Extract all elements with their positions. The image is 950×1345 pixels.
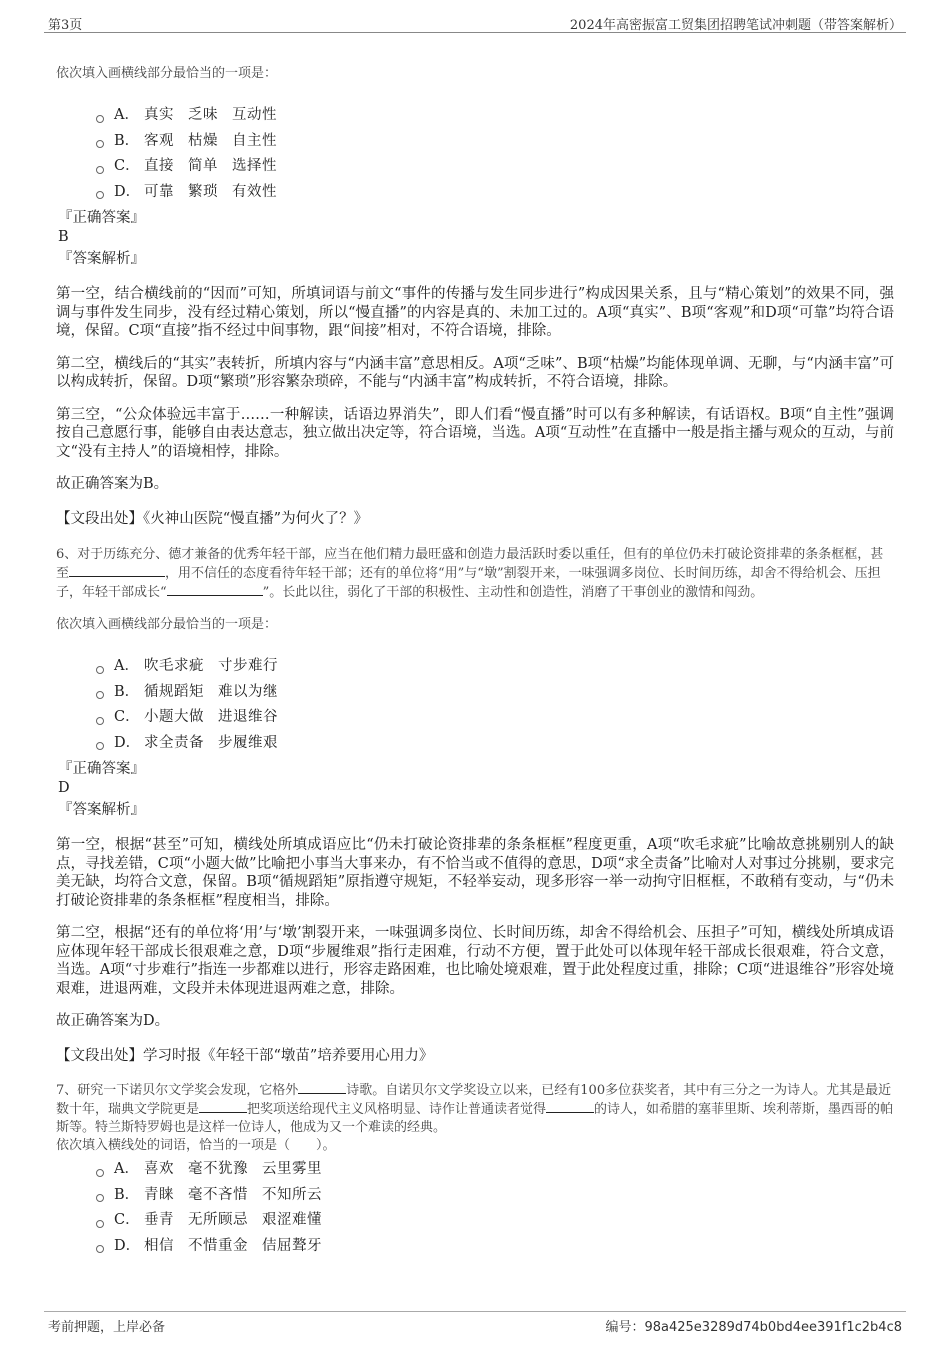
q6-source: 【文段出处】学习时报《年轻干部“墩苗”培养要用心用力》 bbox=[56, 1047, 434, 1064]
q6-stem-part-3: ”。长此以往，弱化了干部的积极性、主动性和创造性，消磨了干事创业的激情和闯劲。 bbox=[262, 585, 764, 600]
option-word: 客观 bbox=[144, 132, 174, 149]
q7-stem-part-4: 的诗人，如希腊的塞菲里斯、埃利蒂斯，墨西哥的帕斯等。特兰斯特罗姆也是这样一位诗人，他成为又一个难读的经典。 bbox=[56, 1102, 894, 1135]
q7-options bbox=[96, 1157, 894, 1259]
q5-analysis-2: 第二空，横线后的“其实”表转折，所填内容与“内涵丰富”意思相反。A项“乏味”、B项“枯燥”均能体现单调、无聊，与“内涵丰富”可以构成转折，保留。D项“繁琐”形容繁杂琐碎，不能与“内涵丰富”构成转折，不符合语境，排除。 bbox=[56, 355, 894, 390]
option-word: 枯燥 bbox=[188, 132, 218, 149]
option-letter: D． bbox=[114, 1237, 141, 1254]
q6-answer-label: 『正确答案』 bbox=[58, 761, 145, 777]
option-q5-2[interactable] bbox=[96, 154, 894, 180]
q6-conclusion: 故正确答案为D。 bbox=[56, 1013, 170, 1029]
option-letter: C． bbox=[114, 1212, 140, 1228]
option-q7-2[interactable] bbox=[96, 1208, 894, 1234]
option-q6-2[interactable] bbox=[96, 705, 894, 731]
option-word: 佶屈聱牙 bbox=[262, 1237, 322, 1254]
option-word: 自主性 bbox=[232, 132, 277, 149]
radio-button[interactable] bbox=[96, 191, 104, 199]
option-text bbox=[144, 731, 278, 757]
page-number: 第3页 bbox=[48, 18, 83, 33]
option-letter: A． bbox=[114, 1161, 139, 1177]
option-letter: D． bbox=[114, 183, 141, 200]
option-text bbox=[144, 1208, 322, 1234]
option-text bbox=[144, 680, 278, 706]
radio-button[interactable] bbox=[96, 1169, 104, 1177]
option-word: 垂青 bbox=[144, 1212, 174, 1228]
document-code bbox=[605, 1316, 902, 1335]
q7-stem-part-1: 7、研究一下诺贝尔文学奖会发现，它格外 bbox=[56, 1083, 299, 1098]
option-word: 吹毛求疵 bbox=[144, 658, 204, 674]
option-word: 寸步难行 bbox=[218, 658, 278, 674]
option-word: 循规蹈矩 bbox=[144, 683, 204, 700]
blank-line bbox=[199, 1100, 247, 1113]
option-word: 小题大做 bbox=[144, 709, 204, 725]
q5-analysis-1: 第一空，结合横线前的“因而”可知，所填词语与前文“事件的传播与发生同步进行”构成因果关系，且与“精心策划”的效果不同，强调与事件发生同步，没有经过精心策划，所以“慢直播”的内容是真的、未加工过的。A项“真实”、B项“客观”和D项“可靠”均符合语境，保留。C项“直接”指不经过中间事物，跟“间接”相对，不符合语境，排除。 bbox=[56, 286, 894, 339]
document-code-value: 98a425e3289d74b0bd4ee391f1c2b4c8 bbox=[644, 1320, 902, 1335]
radio-button[interactable] bbox=[96, 1220, 104, 1228]
q5-instruction: 依次填入画横线部分最恰当的一项是： bbox=[56, 66, 278, 81]
option-word: 进退维谷 bbox=[218, 709, 278, 725]
option-q7-1[interactable] bbox=[96, 1183, 894, 1209]
page-header bbox=[44, 12, 906, 33]
option-letter: A． bbox=[114, 658, 139, 674]
q5-answer: B bbox=[58, 229, 69, 245]
option-word: 云里雾里 bbox=[262, 1161, 322, 1177]
q5-analysis-3: 第三空，“公众体验远丰富于……一种解读，话语边界消失”，即人们看“慢直播”时可以有多种解读，有话语权。B项“自主性”强调按自己意愿行事，能够自由表达意志，独立做出决定等，符合语境，当选。A项“互动性”在直播中一般是指主播与观众的互动，与前文“没有主持人”的语境相悖，排除。 bbox=[56, 406, 894, 460]
option-word: 有效性 bbox=[232, 183, 277, 200]
option-word: 相信 bbox=[144, 1237, 174, 1254]
option-word: 青睐 bbox=[144, 1186, 174, 1203]
option-q6-1[interactable] bbox=[96, 680, 894, 706]
option-letter: A． bbox=[114, 107, 139, 123]
option-text bbox=[144, 154, 277, 180]
q5-answer-label: 『正确答案』 bbox=[58, 210, 145, 226]
option-text bbox=[144, 129, 277, 155]
option-q7-0[interactable] bbox=[96, 1157, 894, 1183]
q7-instruction: 依次填入横线处的词语，恰当的一项是（ ）。 bbox=[56, 1138, 336, 1153]
footer-slogan: 考前押题，上岸必备 bbox=[48, 1320, 166, 1335]
option-text bbox=[144, 705, 278, 731]
q6-stem-part-1: 6、对于历练充分、德才兼备的优秀年轻干部，应当在他们精力最旺盛和创造力最活跃时委以重任，但有的单位仍未打破论资排辈的条条框框，甚至 bbox=[56, 547, 884, 581]
q6-answer: D bbox=[58, 780, 70, 796]
q6-analysis-2: 第二空，根据“还有的单位将‘用’与‘墩’割裂开来，一味强调多岗位、长时间历练，却舍不得给机会、压担子”可知，横线处所填成语应体现年轻干部成长很艰难之意，D项“步履维艰”指行走困难，行动不方便，置于此处可以体现年轻干部成长很艰难，符合文意，当选。A项“寸步难行”指连一步都难以进行，形容走路困难，也比喻处境艰难，置于此处程度过重，排除；C项“进退维谷”形容处境艰难，进退两难，文段并未体现进退两难之意，排除。 bbox=[56, 925, 894, 997]
option-word: 求全责备 bbox=[144, 734, 204, 751]
option-word: 无所顾忌 bbox=[188, 1212, 248, 1228]
option-word: 真实 bbox=[144, 107, 174, 123]
option-word: 毫不吝惜 bbox=[188, 1186, 248, 1203]
option-q5-0[interactable] bbox=[96, 103, 894, 129]
blank-line bbox=[298, 1081, 346, 1094]
document-body bbox=[56, 40, 894, 1259]
option-word: 互动性 bbox=[232, 107, 277, 123]
radio-button[interactable] bbox=[96, 742, 104, 750]
option-word: 乏味 bbox=[188, 107, 218, 123]
option-text bbox=[144, 1183, 322, 1209]
page-footer bbox=[44, 1311, 906, 1334]
q7-stem-part-2: 诗歌。自诺贝尔文学奖设立以来，已经有100多位获奖者，其中有三分之一为诗人。尤其是最近数十年，瑞典文学院更是 bbox=[56, 1083, 892, 1117]
blank-line bbox=[69, 564, 165, 577]
radio-button[interactable] bbox=[96, 140, 104, 148]
radio-button[interactable] bbox=[96, 1194, 104, 1202]
option-word: 不知所云 bbox=[262, 1186, 322, 1203]
option-word: 繁琐 bbox=[188, 183, 218, 200]
option-letter: D． bbox=[114, 734, 141, 751]
q5-source: 【文段出处】《火神山医院“慢直播”为何火了？》 bbox=[56, 510, 369, 527]
option-letter: C． bbox=[114, 158, 140, 174]
radio-button[interactable] bbox=[96, 166, 104, 174]
option-q6-3[interactable] bbox=[96, 731, 894, 757]
q6-stem bbox=[56, 546, 894, 602]
q5-options bbox=[96, 103, 894, 205]
q7-stem bbox=[56, 1081, 894, 1137]
q5-analysis-label: 『答案解析』 bbox=[58, 251, 145, 267]
document-title: 2024年高密振富工贸集团招聘笔试冲刺题（带答案解析） bbox=[569, 18, 902, 33]
option-q6-0[interactable] bbox=[96, 654, 894, 680]
option-word: 艰涩难懂 bbox=[262, 1212, 322, 1228]
q6-analysis-1: 第一空，根据“甚至”可知，横线处所填成语应比“仍未打破论资排辈的条条框框”程度更重，A项“吹毛求疵”比喻故意挑剔别人的缺点，寻找差错，C项“小题大做”比喻把小事当大事来办，有不恰当或不值得的意思，D项“求全责备”比喻对人对事过分挑剔，要求完美无缺，均符合文意，保留。B项“循规蹈矩”原指遵守规矩，不轻举妄动，现多形容一举一动拘守旧框框，不敢稍有变动，与“仍未打破论资排辈的条条框框”程度相当，排除。 bbox=[56, 837, 894, 909]
option-letter: B． bbox=[114, 1186, 140, 1203]
option-word: 喜欢 bbox=[144, 1161, 174, 1177]
option-word: 难以为继 bbox=[218, 683, 278, 700]
option-word: 步履维艰 bbox=[218, 734, 278, 751]
option-letter: C． bbox=[114, 709, 140, 725]
option-word: 不惜重金 bbox=[188, 1237, 248, 1254]
option-word: 简单 bbox=[188, 158, 218, 174]
option-text bbox=[144, 654, 278, 680]
option-text bbox=[144, 180, 277, 206]
radio-button[interactable] bbox=[96, 1245, 104, 1253]
blank-line bbox=[167, 583, 263, 596]
blank-line bbox=[546, 1100, 594, 1113]
q6-stem-part-2: ，用不信任的态度看待年轻干部；还有的单位将“用”与“墩”割裂开来，一味强调多岗位、长时间历练，却舍不得给机会、压担子，年轻干部成长“ bbox=[56, 566, 881, 600]
q7-stem-part-3: 把奖项送给现代主义风格明显、诗作让普通读者觉得 bbox=[247, 1102, 547, 1117]
option-letter: B． bbox=[114, 132, 140, 149]
document-code-label: 编号： bbox=[605, 1320, 645, 1335]
option-q5-1[interactable] bbox=[96, 129, 894, 155]
option-text bbox=[144, 1157, 322, 1183]
radio-button[interactable] bbox=[96, 717, 104, 725]
option-word: 毫不犹豫 bbox=[188, 1161, 248, 1177]
option-q5-3[interactable] bbox=[96, 180, 894, 206]
option-text bbox=[144, 103, 277, 129]
option-word: 可靠 bbox=[144, 183, 174, 200]
option-q7-3[interactable] bbox=[96, 1234, 894, 1260]
radio-button[interactable] bbox=[96, 666, 104, 674]
radio-button[interactable] bbox=[96, 115, 104, 123]
option-text bbox=[144, 1234, 322, 1260]
option-letter: B． bbox=[114, 683, 140, 700]
q6-instruction: 依次填入画横线部分最恰当的一项是： bbox=[56, 617, 278, 632]
option-word: 选择性 bbox=[232, 158, 277, 174]
q5-conclusion: 故正确答案为B。 bbox=[56, 476, 169, 492]
option-word: 直接 bbox=[144, 158, 174, 174]
radio-button[interactable] bbox=[96, 691, 104, 699]
q6-analysis-label: 『答案解析』 bbox=[58, 802, 145, 818]
q6-options bbox=[96, 654, 894, 756]
